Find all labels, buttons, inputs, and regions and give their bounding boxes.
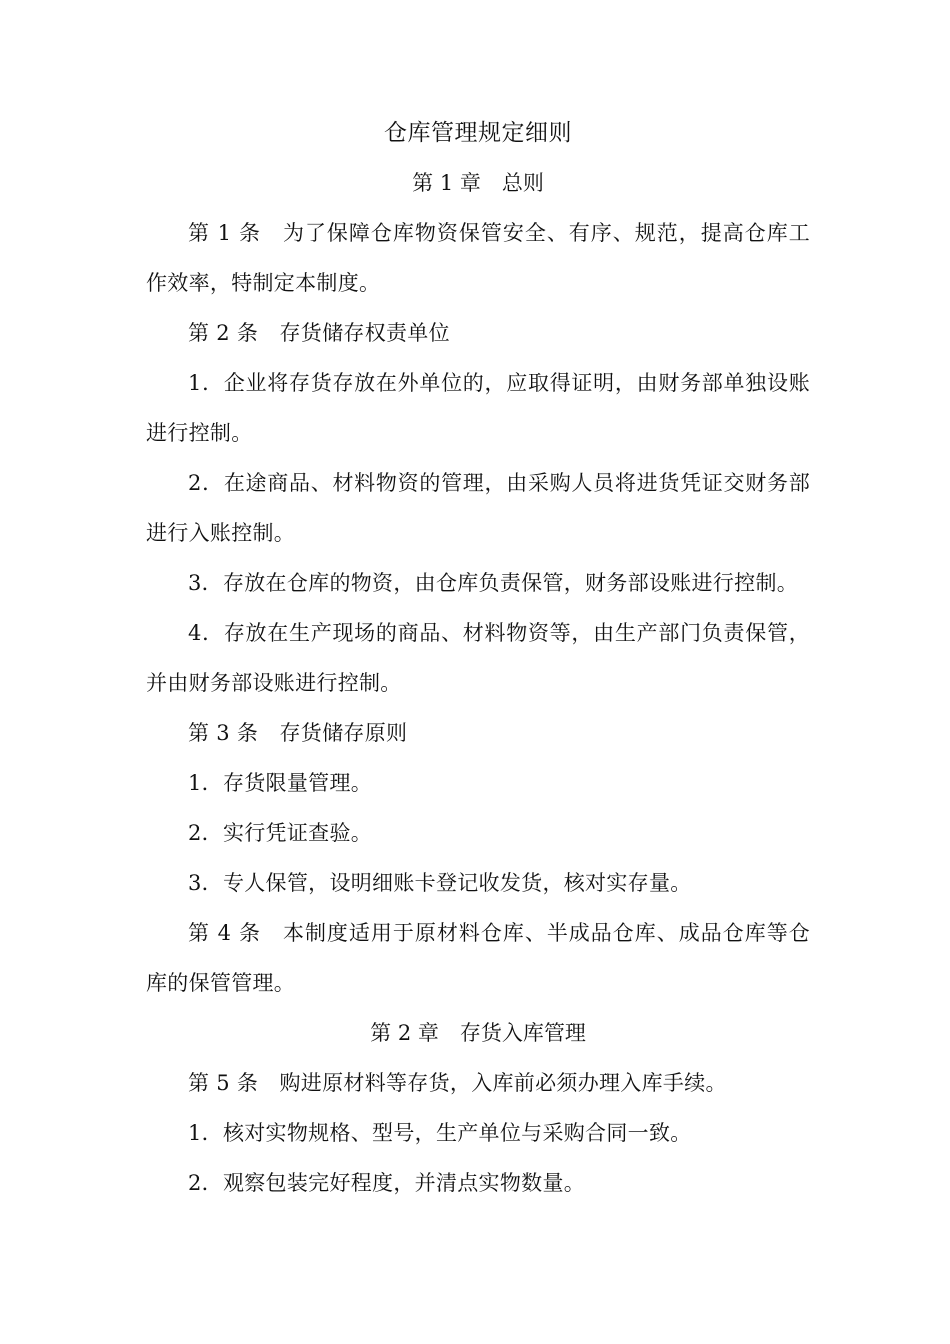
list-item-paragraph: 1．核对实物规格、型号，生产单位与采购合同一致。: [188, 1121, 692, 1145]
article-paragraph: 第 1 条 为了保障仓库物资保管安全、有序、规范，提高仓库工作效率，特制定本制度。: [146, 221, 810, 295]
list-item-paragraph: 1．企业将存货存放在外单位的，应取得证明，由财务部单独设账进行控制。: [146, 371, 810, 445]
article-paragraph: 第 2 条 存货储存权责单位: [188, 321, 450, 345]
list-item-paragraph: 1．存货限量管理。: [188, 771, 373, 795]
list-item-paragraph: 4．存放在生产现场的商品、材料物资等，由生产部门负责保管，并由财务部设账进行控制。: [146, 621, 810, 695]
article-paragraph: 第 5 条 购进原材料等存货，入库前必须办理入库手续。: [188, 1071, 727, 1095]
chapter-heading: 第 2 章 存货入库管理: [370, 1021, 586, 1045]
list-item-paragraph: 2．观察包装完好程度，并清点实物数量。: [188, 1171, 586, 1195]
document-title: 仓库管理规定细则: [384, 120, 572, 146]
list-item-paragraph: 3．存放在仓库的物资，由仓库负责保管，财务部设账进行控制。: [188, 571, 799, 595]
list-item-paragraph: 3．专人保管，设明细账卡登记收发货，核对实存量。: [188, 871, 692, 895]
chapter-heading: 第 1 章 总则: [412, 171, 544, 195]
list-item-paragraph: 2．实行凭证查验。: [188, 821, 373, 845]
list-item-paragraph: 2．在途商品、材料物资的管理，由采购人员将进货凭证交财务部进行入账控制。: [146, 471, 810, 545]
document-page: [146, 108, 810, 1208]
article-paragraph: 第 3 条 存货储存原则: [188, 721, 408, 745]
article-paragraph: 第 4 条 本制度适用于原材料仓库、半成品仓库、成品仓库等仓库的保管管理。: [146, 921, 810, 995]
